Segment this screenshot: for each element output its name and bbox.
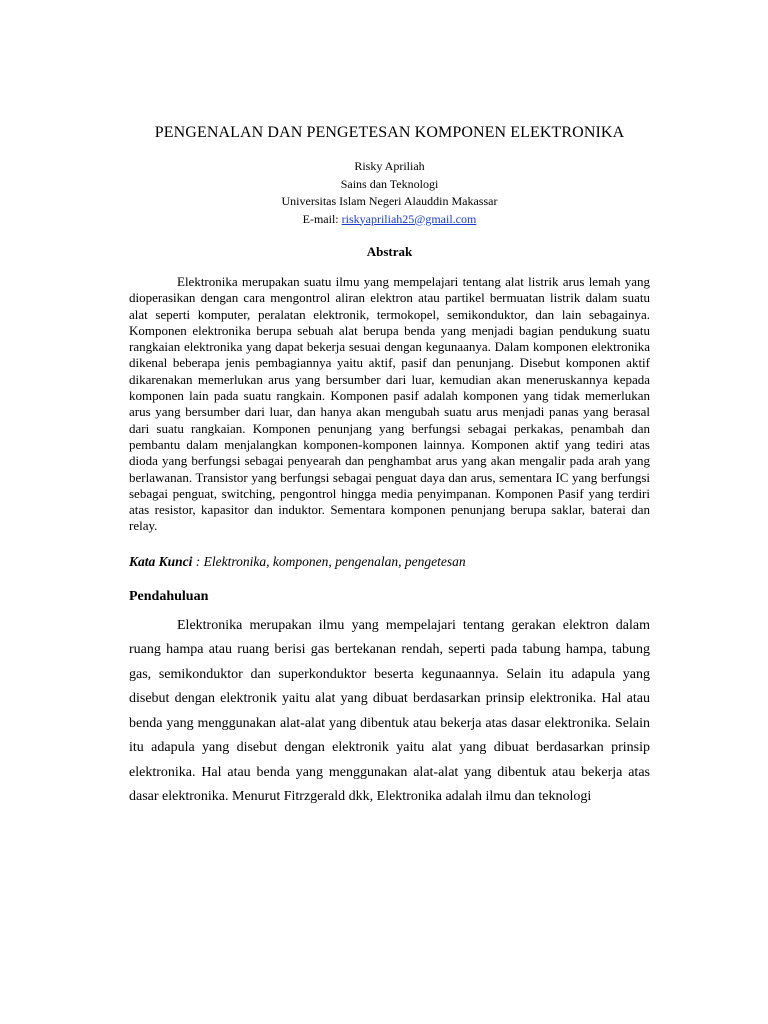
author-name: Risky Apriliah <box>354 159 425 173</box>
abstract-heading: Abstrak <box>366 244 413 259</box>
email-label: E-mail: <box>302 211 342 226</box>
abstract-body: Elektronika merupakan suatu ilmu yang mempelajari tentang alat listrik arus lemah yang dioperasikan dengan cara mengontrol aliran elektron atau partikel bermuatan listrik dalam suatu alat seperti komputer, peralatan elektronik, termokopel, semikonduktor, dan lain sebagainya. Komponen elektronika berupa sebuah alat berupa benda yang menjadi bagian pendukung suatu rangkaian elektronika yang dapat bekerja sesuai dengan kegunaanya. Dalam komponen elektronika dikenal beberapa jenis pembagiannya yaitu aktif, pasif dan penunjang. Disebut komponen aktif dikarenakan memerlukan arus yang bersumber dari luar, kemudian akan meneruskannya kepada komponen lain pada suatu rangkain. Komponen pasif adalah komponen yang tidak memerlukan arus yang bersumber dari luar, dan hanya akan mengubah suatu arus menjadi panas yang berasal dari suatu rangkaian. Komponen penunjang yang berfungsi sebagai perkakas, penambah dan pembantu dalam menjalangkan komponen-komponen lainnya. Komponen aktif yang tediri atas dioda yang berfungsi sebagai penyearah dan penghambat arus yang akan mengalir pada arah yang berlawanan. Transistor yang berfungsi sebagai penguat daya dan arus, sementara IC yang berfungsi sebagai penguat, switching, pengontrol hingga media penyimpanan. Komponen Pasif yang terdiri atas resistor, kapasitor dan induktor. Sementara komponen penunjang berupa saklar, baterai dan relay. <box>129 274 650 534</box>
author-block <box>129 158 650 228</box>
section-heading-introduction: Pendahuluan <box>129 588 209 604</box>
keywords-text: Elektronika, komponen, pengenalan, pengetesan <box>203 553 466 569</box>
keywords-line <box>129 553 650 571</box>
paper-title: PENGENALAN DAN PENGETESAN KOMPONEN ELEKTRONIKA <box>154 124 625 141</box>
introduction-body: Elektronika merupakan ilmu yang mempelajari tentang gerakan elektron dalam ruang hampa atau ruang berisi gas bertekanan rendah, seperti pada tabung hampa, tabung gas, semikonduktor dan superkonduktor beserta kegunaannya. Selain itu adapula yang disebut dengan elektronik yaitu alat yang dibuat berdasarkan prinsip elektronika. Hal atau benda yang menggunakan alat-alat yang dibentuk atau bekerja atas dasar elektronika. Selain itu adapula yang disebut dengan elektronik yaitu alat yang dibuat berdasarkan prinsip elektronika. Hal atau benda yang menggunakan alat-alat yang dibentuk atau bekerja atas dasar elektronika. Menurut Fitrzgerald dkk, Elektronika adalah ilmu dan teknologi <box>129 617 650 805</box>
keywords-separator: : <box>192 553 204 569</box>
author-university: Universitas Islam Negeri Alauddin Makassar <box>281 194 498 208</box>
author-department: Sains dan Teknologi <box>340 176 439 191</box>
keywords-label: Kata Kunci <box>129 553 193 569</box>
author-email-line <box>129 211 650 229</box>
author-email-link[interactable]: riskyapriliah25@gmail.com <box>341 211 477 226</box>
